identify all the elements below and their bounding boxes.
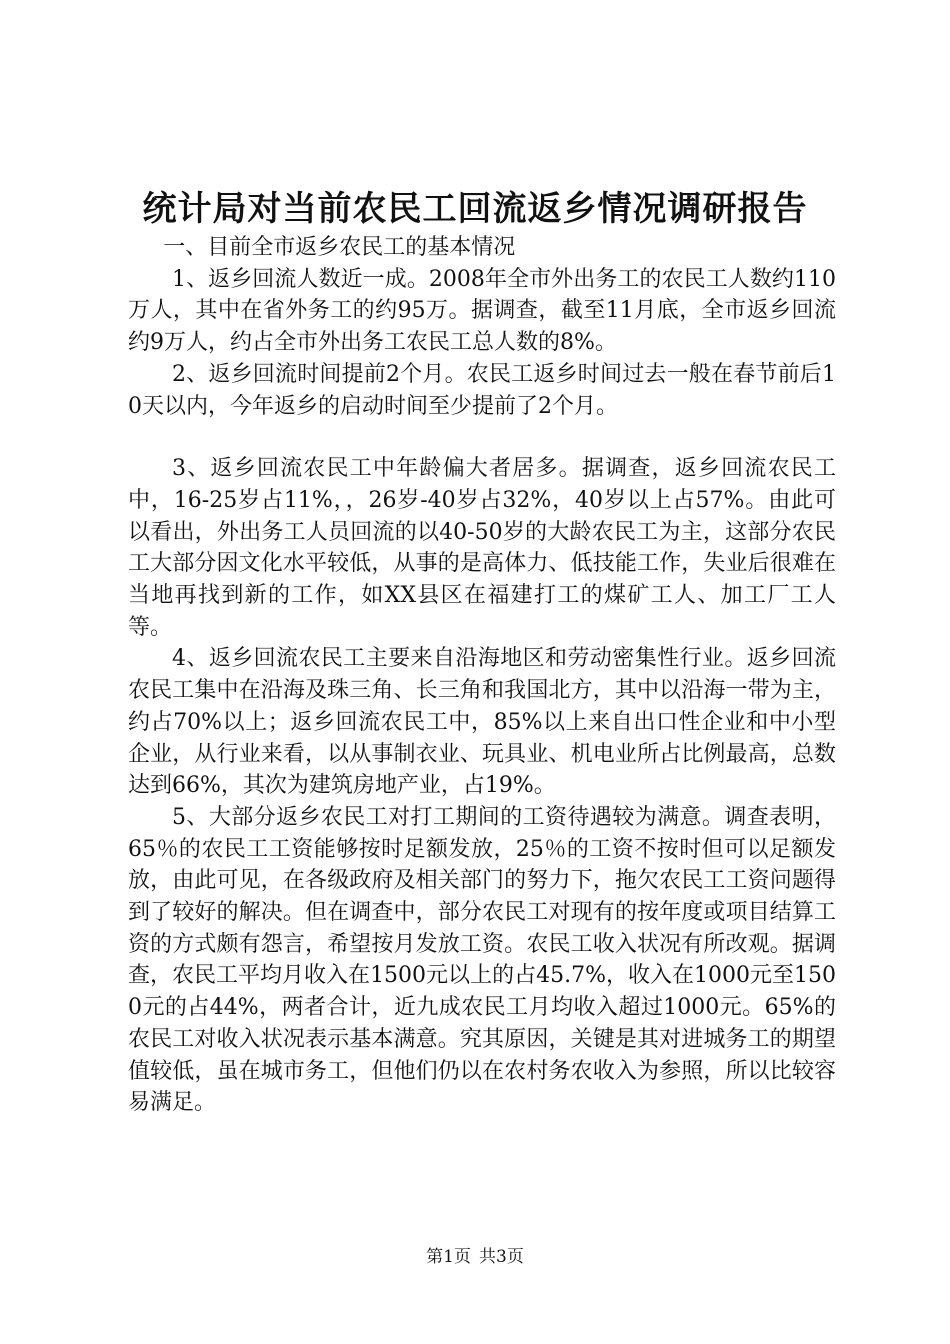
- document-title: 统计局对当前农民工回流返乡情况调研报告: [142, 189, 808, 229]
- paragraph-1: 1、返乡回流人数近一成。2008年全市外出务工的农民工人数约110万人，其中在省外务工的约95万。据调查，截至11月底，全市返乡回流约9万人，约占全市外出务工农民工总人数的8%。: [128, 266, 836, 356]
- paragraph-5: 5、大部分返乡农民工对打工期间的工资待遇较为满意。调查表明，65％的农民工工资能够按时足额发放，25％的工资不按时但可以足额发放，由此可见，在各级政府及相关部门的努力下，拖欠农民工工资问题得到了较好的解决。但在调查中，部分农民工对现有的按年度或项目结算工资的方式颇有怨言，希望按月发放工资。农民工收入状况有所改观。据调查，农民工平均月收入在1500元以上的占45.7%，收入在1000元至1500元的占44%，两者合计，近九成农民工月均收入超过1000元。65%的农民工对收入状况表示基本满意。究其原因，关键是其对进城务工的期望值较低，虽在城市务工，但他们仍以在农村务农收入为参照，所以比较容易满足。: [128, 804, 836, 1116]
- page-total: 共3页: [479, 1247, 524, 1267]
- page-footer: [0, 1245, 950, 1269]
- page-number: 第1页: [426, 1247, 471, 1267]
- section-heading: 一、目前全市返乡农民工的基本情况: [163, 235, 516, 260]
- paragraph-4: 4、返乡回流农民工主要来自沿海地区和劳动密集性行业。返乡回流农民工集中在沿海及珠三角、长三角和我国北方，其中以沿海一带为主，约占70%以上；返乡回流农民工中，85%以上来自出口性企业和中小型企业，从行业来看，以从事制衣业、玩具业、机电业所占比例最高，总数达到66%，其次为建筑房地产业，占19%。: [128, 646, 836, 799]
- document-body: [128, 232, 836, 1119]
- paragraph-2: 2、返乡回流时间提前2个月。农民工返乡时间过去一般在春节前后10天以内，今年返乡的启动时间至少提前了2个月。: [128, 361, 836, 419]
- paragraph-3: 3、返乡回流农民工中年龄偏大者居多。据调查，返乡回流农民工中，16-25岁占11%，，26岁-40岁占32%，40岁以上占57%。由此可以看出，外出务工人员回流的以40-50岁的大龄农民工为主，这部分农民工大部分因文化水平较低，从事的是高体力、低技能工作，失业后很难在当地再找到新的工作，如XX县区在福建打工的煤矿工人、加工厂工人等。: [128, 456, 836, 640]
